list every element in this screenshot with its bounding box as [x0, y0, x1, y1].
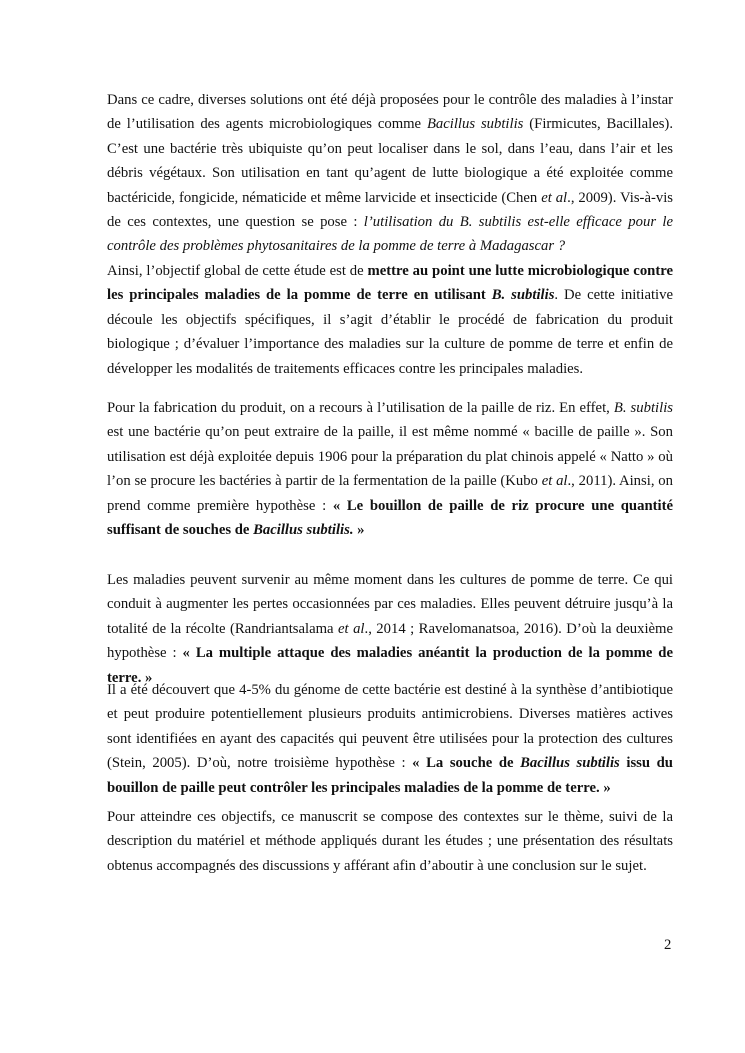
paragraph-hypothesis-2 — [107, 568, 673, 690]
text-run: « La souche de — [412, 755, 521, 772]
text-run: Dans ce cadre, diverses solutions ont été déjà proposées pour le contrôle des maladies à l’instar de l’utilisation des agents microbiologiques comme — [107, 92, 673, 133]
text-run: » — [353, 522, 365, 539]
text-run: Ainsi, l’objectif global de cette étude est de — [107, 263, 368, 279]
text-run: Pour atteindre ces objectifs, ce manuscrit se compose des contextes sur le thème, suivi de la description du matériel et méthode appliqués durant les études ; une présentation des résultats obtenus accompagnés des discussions y afférant afin d’aboutir à une conclusion sur le sujet. — [107, 809, 673, 874]
text-run: « La multiple attaque des maladies anéantit la production de la pomme de terre. » — [107, 645, 673, 686]
text-run: . De cette initiative découle les objectifs spécifiques, il s’agit d’établir le procédé de fabrication du produit biologique ; d’évaluer l’importance des maladies sur la culture de pomme de terre et enfin de développer les modalités de traitements efficaces contre les principales maladies. — [107, 287, 673, 377]
text-run: et al — [541, 473, 568, 490]
text-run: l’utilisation du B. subtilis est-elle efficace pour le contrôle des problèmes phytosanitaires de la pomme de terre à Madagascar ? — [107, 214, 673, 255]
paragraph-hypothesis-1 — [107, 396, 673, 542]
text-run: et al — [338, 620, 365, 637]
text-run: ., 2011). Ainsi, on prend comme première hypothèse : — [107, 473, 673, 514]
text-run: « Le bouillon de paille de riz procure une quantité suffisant de souches de — [107, 497, 673, 539]
text-run: ., 2014 ; Ravelomanatsoa, 2016). D’où la deuxième hypothèse : — [107, 620, 674, 662]
text-run: Bacillus subtilis — [520, 755, 620, 772]
text-run: B. subtilis — [491, 287, 555, 304]
text-run: Bacillus subtilis. — [253, 522, 354, 539]
paragraph-context — [107, 88, 673, 259]
text-run: est une bactérie qu’on peut extraire de la paille, il est même nommé « bacille de paille ». Son utilisation est déjà exploitée depuis 1906 pour la préparation du plat chinois appelé « Natto » où l’on se procure les bactéries à partir de la fermentation de la paille (Kubo — [107, 424, 673, 490]
text-run: issu du bouillon de paille peut contrôler les principales maladies de la pomme de terre. » — [107, 755, 673, 796]
text-run: ., 2009). Vis-à-vis de ces contextes, une question se pose : — [107, 189, 673, 231]
text-run: Bacillus subtilis — [426, 116, 524, 133]
paragraph-hypothesis-3 — [107, 678, 673, 800]
text-run: Il a été découvert que 4-5% du génome de cette bactérie est destiné à la synthèse d’antibiotique et peut produire potentiellement plusieurs produits antimicrobiens. Diverses matières actives sont identifiées en ayant des capacités qui peuvent être utilisées pour la protection des cultures (Stein, 2005). D’où, notre troisième hypothèse : — [107, 682, 673, 772]
paragraph-objective — [107, 259, 673, 381]
text-run: B. subtilis — [613, 400, 673, 416]
text-run: et al — [541, 189, 568, 206]
text-run: Les maladies peuvent survenir au même moment dans les cultures de pomme de terre. Ce qui conduit à augmenter les pertes occasionnées par ces maladies. Elles peuvent détruire jusqu’à la totalité de la récolte (Randriantsalama — [107, 572, 673, 637]
page-number: 2 — [664, 937, 672, 953]
paragraph-outline — [107, 805, 673, 878]
text-run: Pour la fabrication du produit, on a recours à l’utilisation de la paille de riz. En effet, — [107, 400, 614, 416]
text-run: (Firmicutes, Bacillales). C’est une bactérie très ubiquiste qu’on peut localiser dans le sol, dans l’eau, dans l’air et les débris végétaux. Son utilisation en tant qu’agent de lutte biologique a été exploitée comme bactéricide, fongicide, nématicide et même larvicide et insecticide (Chen — [107, 116, 673, 206]
text-run: mettre au point une lutte microbiologique contre les principales maladies de la pomme de terre en utilisant — [107, 263, 673, 304]
